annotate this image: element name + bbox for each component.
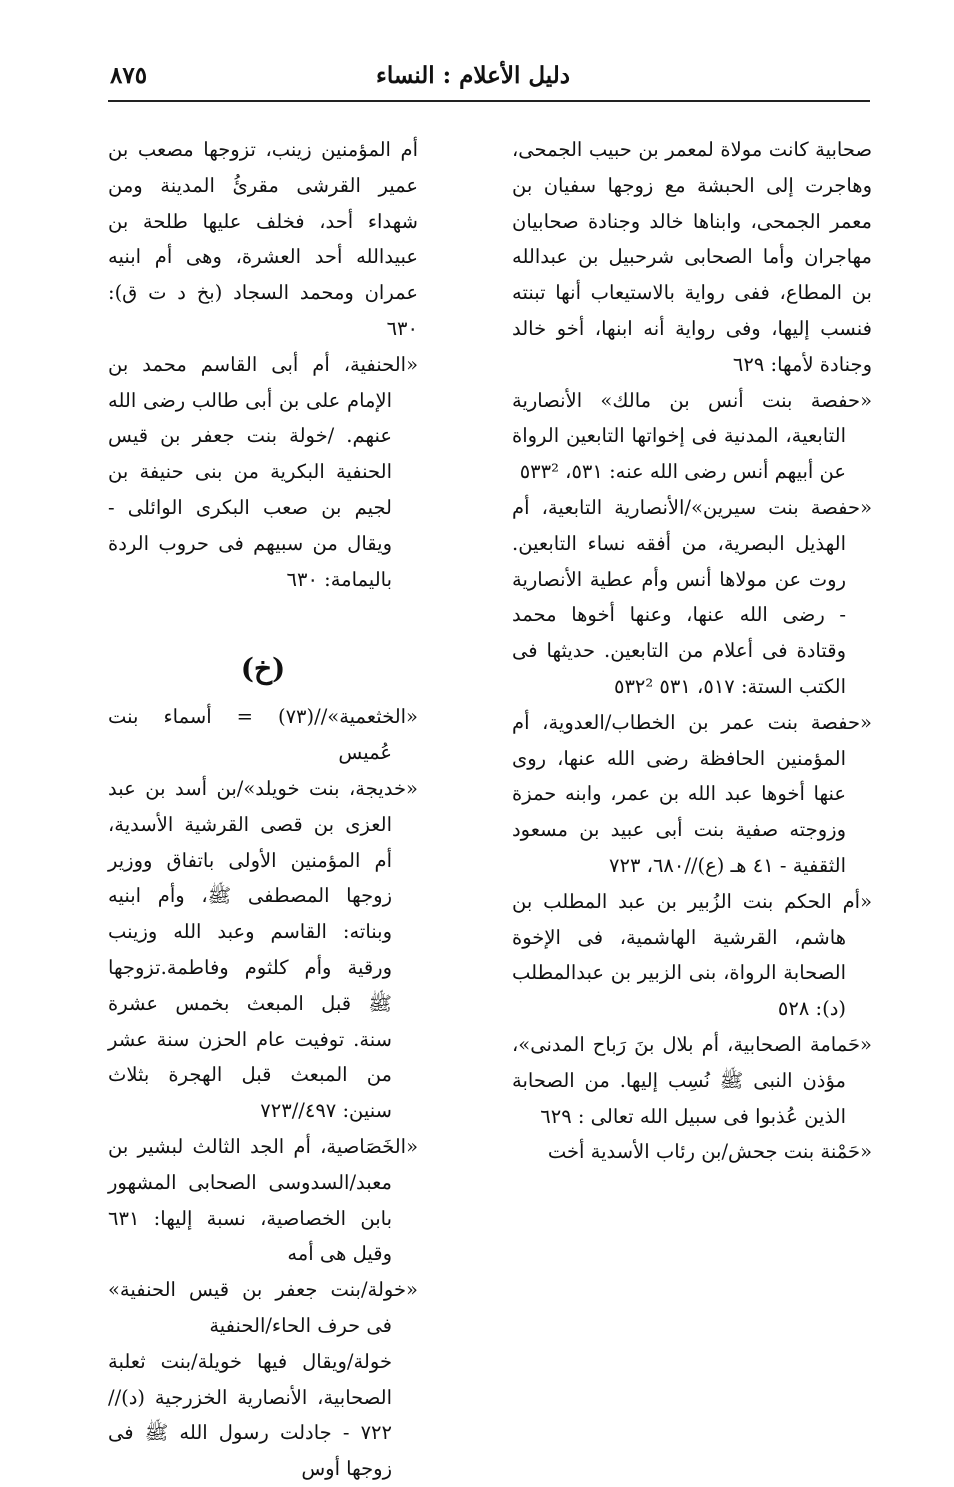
right-column: [512, 132, 872, 1170]
index-entry: «حفصة بنت أنس بن مالك» الأنصارية التابعية، المدنية فى إخواتها التابعين الرواة عن أبيهم أنس رضى الله عنه: ٥٣١، ٥٣٣²: [512, 388, 872, 484]
header-title: دليل الأعلام : النساء: [376, 62, 570, 89]
index-entry: «الحنفية، أم أبى القاسم محمد بن الإمام على بن أبى طالب رضى الله عنهم. /خولة بنت جعفر بن قيس الحنفية البكرية من بنى حنيفة بن لجيم بن صعب البكرى الوائلى - ويقال من سبيهم فى حروب الردة باليمامة: ٦٣٠: [108, 352, 418, 591]
index-entry: «حَمْنة بنت جحش/بن رئاب الأسدية أخت: [547, 1140, 872, 1164]
section-letter-heading: (خ): [240, 652, 286, 686]
left-column-bottom-entries: [108, 699, 418, 1487]
index-entry: «خولة/بنت جعفر بن قيس الحنفية» فى حرف الحاء/الحنفية: [108, 1278, 418, 1337]
index-entry: «حفصة بنت سيرين»/الأنصارية التابعية، أم الهذيل البصرية، من أفقه نساء التابعين. روت عن مولاها أنس وأم عطية الأنصارية - رضى الله عنها، وعنها أخوها محمد وقتادة فى أعلام من التابعين. حديثها فى الكتب الستة: ٥١٧، ٥٣١ ٥٣٢²: [512, 495, 872, 698]
index-entry: «الخَصَاصية، أم الجد الثالث لبشير بن معبد/السدوسى الصحابى المشهور بابن الخصاصية، نسبة إليها: ٦٣١ وقيل هى أمه: [108, 1134, 418, 1266]
index-entry: «خديجة، بنت خويلد»/بن أسد بن عبد العزى بن قصى القرشية الأسدية، أم المؤمنين الأولى باتفاق ووزير زوجها المصطفى ﷺ، وأم ابنيه وبناته: القاسم وعبد الله وزينب ورقية وأم كلثوم وفاطمة.تزوجها ﷺ قبل المبعث بخمس عشرة سنة. توفيت عام الحزن سنة عشر من المبعث قبل الهجرة بثلاث سنين: ٤٩٧//٧٢٣: [108, 776, 418, 1123]
index-entry: أم المؤمنين زينب، تزوجها مصعب بن عمير القرشى مقرئُ المدينة ومن شهداء أحد، فخلف عليها طلحة بن عبيدالله أحد العشرة، وهى أم ابنيه عمران ومحمد السجاد (بخ د ت ق): ٦٣٠: [108, 138, 418, 340]
left-column: [108, 132, 418, 1487]
index-entry: «حَمامة الصحابية، أم بلال بنَ رَباح المدنى»، مؤذن النبى ﷺ نُسِب إليها. من الصحابة الذين عُذبوا فى سبيل الله تعالى : ٦٢٩: [512, 1032, 872, 1128]
index-entry: صحابية كانت مولاة لمعمر بن حبيب الجمحى، وهاجرت إلى الحبشة مع زوجها سفيان بن معمر الجمحى، وابناها خالد وجنادة صحابيان مهاجران وأما الصحابى شرحبيل بن عبدالله بن المطاع، ففى رواية بالاستيعاب أنها تبنته فنسب إليها، وفى رواية أنه ابنها، أخو خالد وجنادة لأمها: ٦٢٩: [512, 138, 872, 376]
index-entry: «أم الحكم بنت الزُبير بن عبد المطلب بن هاشم، القرشية الهاشمية، فى الإخوة الصحابة الرواة، بنى الزبير بن عبدالمطلب (د): ٥٢٨: [512, 889, 872, 1021]
index-entry: «حفصة بنت عمر بن الخطاب/العدوية، أم المؤمنين الحافظة رضى الله عنها، روى عنها أخوها عبد الله بن عمر، وابنه حمزة وزوجته صفية بنت أبى عبيد بن مسعود الثقفية - ٤١ هـ (ع)//٦٨٠، ٧٢٣: [512, 710, 872, 877]
index-entry: خولة/ويقال فيها خويلة/بنت ثعلبة الصحابية، الأنصارية الخزرجية (د)//٧٢٢ - جادلت رسول الله ﷺ فى زوجها أوس: [108, 1349, 392, 1481]
page-number: ٨٧٥: [110, 62, 148, 89]
left-column-top-entries: [108, 132, 418, 597]
header-rule: [108, 100, 870, 102]
running-header: [110, 62, 870, 98]
index-entry: «الخثعمية»//(٧٣) = أسماء بنت عُميس: [108, 705, 418, 765]
